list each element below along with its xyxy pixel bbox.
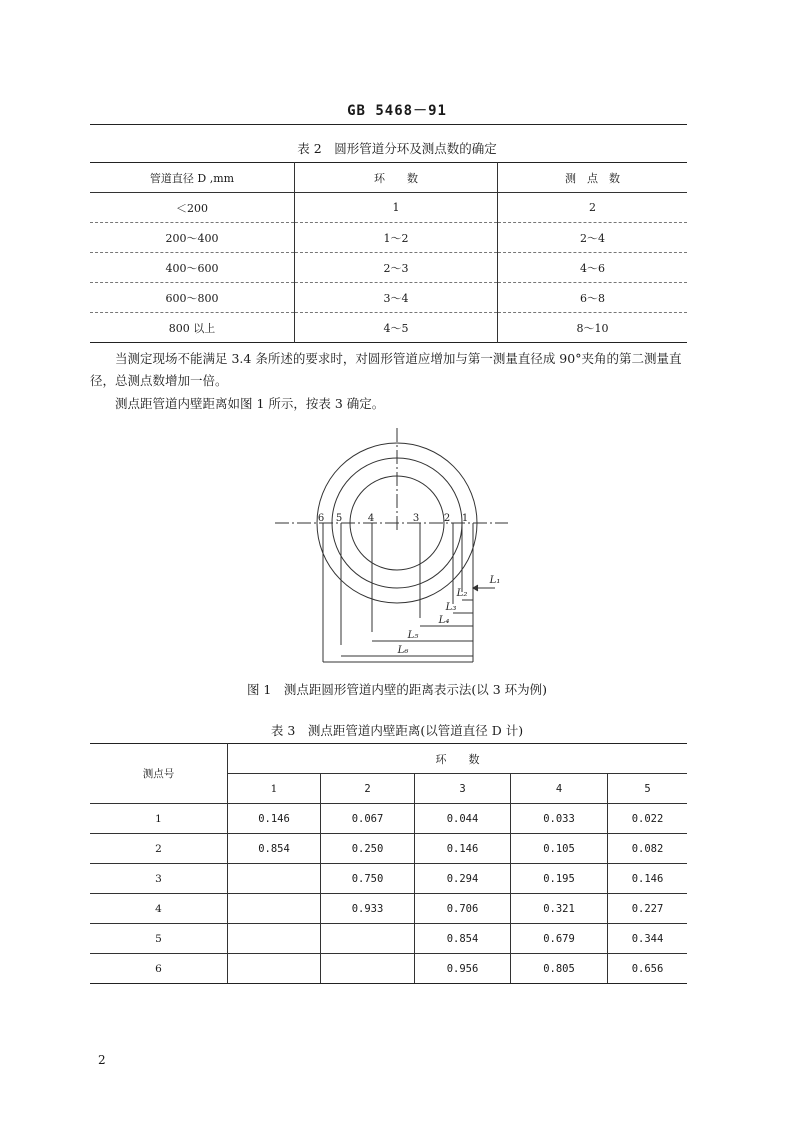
- table-row: [90, 954, 687, 984]
- table-cell: 4: [90, 894, 228, 924]
- table-row: [90, 924, 687, 954]
- table-row: [90, 804, 687, 834]
- paragraph-supplement: 当测定现场不能满足 3.4 条所述的要求时，对圆形管道应增加与第一测量直径成 90°夹角的第二测量直径，总测点数增加一倍。: [90, 351, 682, 388]
- point-label-1: 1: [461, 513, 469, 524]
- table3-group-header: 环 数: [228, 744, 688, 774]
- paragraph-reference: 测点距管道内壁距离如图 1 所示，按表 3 确定。: [115, 396, 385, 411]
- table-cell: 0.706: [415, 894, 511, 924]
- figure1-caption: 图 1 测点距圆形管道内壁的距离表示法(以 3 环为例): [246, 682, 548, 697]
- table-cell: 0.854: [228, 834, 321, 864]
- table-cell: 6～8: [498, 283, 688, 313]
- table-row: [90, 253, 687, 283]
- table-cell: 2: [90, 834, 228, 864]
- point-label-4: 4: [367, 513, 375, 524]
- table-row: [90, 283, 687, 313]
- table2-header-points: 测 点 数: [498, 163, 688, 193]
- table-row: [90, 193, 687, 223]
- ring-number: 2: [321, 774, 415, 804]
- dimension-label-l6: L₆: [397, 645, 409, 656]
- table-row: [90, 864, 687, 894]
- dimension-label-l3: L₃: [445, 602, 457, 613]
- table-cell: 3: [90, 864, 228, 894]
- point-label-3: 3: [412, 513, 420, 524]
- table-cell: 0.044: [415, 804, 511, 834]
- table2-header-row: [90, 163, 687, 193]
- table-cell: 0.321: [511, 894, 608, 924]
- table-cell: 0.294: [415, 864, 511, 894]
- table-cell: 0.146: [415, 834, 511, 864]
- table-cell: 2: [498, 193, 688, 223]
- table-cell: 1: [90, 804, 228, 834]
- table-cell: 0.195: [511, 864, 608, 894]
- table-cell: 0.022: [608, 804, 688, 834]
- table-cell: 0.679: [511, 924, 608, 954]
- table-cell: 0.750: [321, 864, 415, 894]
- table-cell: 0.105: [511, 834, 608, 864]
- table-cell: 6: [90, 954, 228, 984]
- table-cell: 200～400: [90, 223, 295, 253]
- table-cell: 5: [90, 924, 228, 954]
- table-cell: [228, 864, 321, 894]
- table2-caption: 表 2 圆形管道分环及测点数的确定: [297, 141, 497, 156]
- table-cell: 2～3: [295, 253, 498, 283]
- figure1-diagram: [0, 420, 794, 680]
- ring-number: 5: [608, 774, 688, 804]
- point-label-2: 2: [443, 513, 451, 524]
- table-cell: 0.146: [608, 864, 688, 894]
- table3: [90, 743, 687, 984]
- ring-number: 1: [228, 774, 321, 804]
- dimension-label-l2: L₂: [456, 588, 468, 599]
- table3-row-header: 测点号: [90, 744, 228, 804]
- table-cell: [228, 894, 321, 924]
- table-cell: [321, 924, 415, 954]
- table-cell: 400～600: [90, 253, 295, 283]
- table-cell: 0.656: [608, 954, 688, 984]
- table-cell: 8～10: [498, 313, 688, 343]
- table2-header-rings: 环 数: [295, 163, 498, 193]
- ring-number: 4: [511, 774, 608, 804]
- table-cell: 600～800: [90, 283, 295, 313]
- table-cell: 0.082: [608, 834, 688, 864]
- table-cell: 0.067: [321, 804, 415, 834]
- table3-group-header-row: [90, 744, 687, 774]
- table-row: [90, 834, 687, 864]
- header-rule: [90, 124, 687, 125]
- table-cell: 4～6: [498, 253, 688, 283]
- table-cell: [228, 924, 321, 954]
- ring-number: 3: [415, 774, 511, 804]
- dimension-label-l4: L₄: [438, 615, 450, 626]
- table-row: [90, 894, 687, 924]
- table-cell: 3～4: [295, 283, 498, 313]
- point-label-5: 5: [335, 513, 343, 524]
- table-cell: 0.805: [511, 954, 608, 984]
- table-cell: 800 以上: [90, 313, 295, 343]
- table-cell: 0.227: [608, 894, 688, 924]
- table3-caption: 表 3 测点距管道内壁距离(以管道直径 D 计): [270, 723, 524, 738]
- table-row: [90, 223, 687, 253]
- dimension-arrow: [473, 585, 478, 591]
- table-cell: 0.344: [608, 924, 688, 954]
- table-cell: 0.146: [228, 804, 321, 834]
- table-cell: 0.956: [415, 954, 511, 984]
- table2: [90, 162, 687, 343]
- table-cell: 0.250: [321, 834, 415, 864]
- table-row: [90, 313, 687, 343]
- document-header: GB 5468－91: [347, 103, 447, 119]
- table-cell: [321, 954, 415, 984]
- table-cell: 1～2: [295, 223, 498, 253]
- page-number: 2: [98, 1053, 106, 1067]
- table-cell: 0.933: [321, 894, 415, 924]
- table2-header-diameter: 管道直径 D ,mm: [90, 163, 295, 193]
- table-cell: 4～5: [295, 313, 498, 343]
- table-cell: 0.854: [415, 924, 511, 954]
- table-cell: ＜200: [90, 193, 295, 223]
- dimension-label-l1: L₁: [489, 575, 501, 586]
- dimension-label-l5: L₅: [407, 630, 419, 641]
- table-cell: 1: [295, 193, 498, 223]
- point-label-6: 6: [317, 513, 325, 524]
- table-cell: 2～4: [498, 223, 688, 253]
- table-cell: 0.033: [511, 804, 608, 834]
- table-cell: [228, 954, 321, 984]
